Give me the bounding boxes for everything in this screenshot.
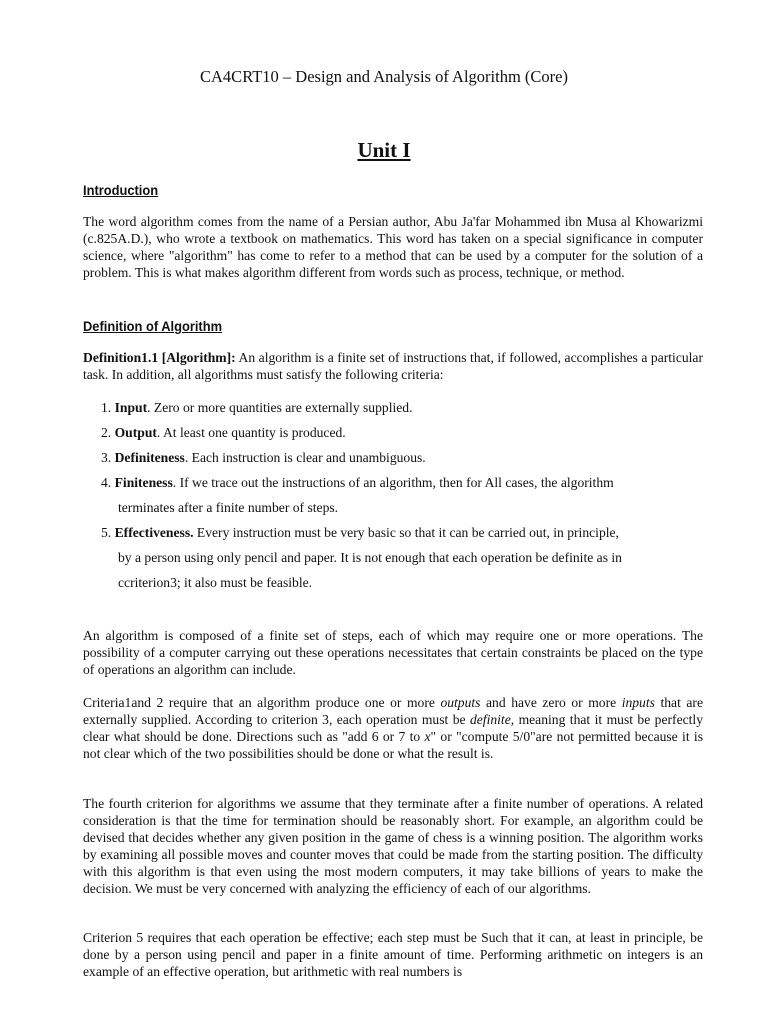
list-item: 5. Effectiveness. Every instruction must be very basic so that it can be carried out, in principle, by a person using only pencil and paper. It is not enough that each operation be definite as in ccriterion3; it also must be feasible.	[101, 524, 701, 591]
list-item-continuation: ccriterion3; it also must be feasible.	[118, 575, 313, 590]
introduction-paragraph: The word algorithm comes from the name of a Persian author, Abu Ja'far Mohammed ibn Musa al Khowarizmi (c.825A.D.), who wrote a textbook on mathematics. This word has taken on a special significance in computer science, where "algorithm" has come to refer to a method that can be used by a computer for the solution of a problem. This is what makes algorithm different from words such as process, technique, or method.	[83, 214, 703, 280]
criteria-paragraph: Criteria1and 2 require that an algorithm produce one or more outputs and have zero or more inputs that are externally supplied. According to criterion 3, each operation must be definite, meaning that it must be perfectly clear what should be done. Directions such as "add 6 or 7 to x" or "compute 5/0"are not permitted because it is not clear which of the two possibilities should be done or what the result is.	[83, 695, 703, 761]
list-item: 2. Output. At least one quantity is produced.	[101, 425, 346, 440]
list-item: 3. Definiteness. Each instruction is clear and unambiguous.	[101, 450, 426, 465]
fourth-criterion-paragraph: The fourth criterion for algorithms we assume that they terminate after a finite number of operations. A related consideration is that the time for termination should be reasonably short. For example, an algorithm could be devised that decides whether any given position in the game of chess is a winning position. The algorithm works by examining all possible moves and counter moves that could be made from the starting position. The difficulty with this algorithm is that even using the most modern computers, it may take billions of years to make the decision. We must be very concerned with analyzing the efficiency of each of our algorithms.	[83, 796, 703, 896]
definition-label: Definition1.1 [Algorithm]:	[83, 350, 236, 365]
criterion5-paragraph: Criterion 5 requires that each operation be effective; each step must be Such that it can, at least in principle, be done by a person using pencil and paper in a finite amount of time. Performing arithmetic on integers is an example of an effective operation, but arithmetic with real numbers is	[83, 930, 703, 979]
list-item: 1. Input. Zero or more quantities are externally supplied.	[101, 400, 413, 415]
list-item: 4. Finiteness. If we trace out the instructions of an algorithm, then for All cases, the algorithm terminates after a finite number of steps.	[101, 474, 701, 516]
introduction-heading: Introduction	[83, 182, 159, 198]
list-item-continuation: terminates after a finite number of steps.	[118, 500, 339, 515]
unit-title: Unit I	[357, 138, 411, 162]
criterion-term: Input	[114, 400, 148, 415]
composed-paragraph: An algorithm is composed of a finite set of steps, each of which may require one or more operations. The possibility of a computer carrying out these operations necessitates that certain constraints be placed on the type of operations an algorithm can include.	[83, 628, 703, 677]
criterion-term: Definiteness	[114, 450, 185, 465]
definition-paragraph	[83, 349, 703, 383]
list-item-continuation: by a person using only pencil and paper. It is not enough that each operation be definite as in	[118, 550, 622, 565]
course-title: CA4CRT10 – Design and Analysis of Algorithm (Core)	[200, 67, 568, 86]
definition-text: An algorithm is a finite set of instructions that, if followed, accomplishes a particular task. In addition, all algorithms must satisfy the following criteria:	[83, 350, 703, 382]
criterion-term: Effectiveness.	[114, 525, 194, 540]
criterion-term: Output	[114, 425, 157, 440]
definition-heading: Definition of Algorithm	[83, 318, 223, 334]
criterion-term: Finiteness	[114, 475, 173, 490]
